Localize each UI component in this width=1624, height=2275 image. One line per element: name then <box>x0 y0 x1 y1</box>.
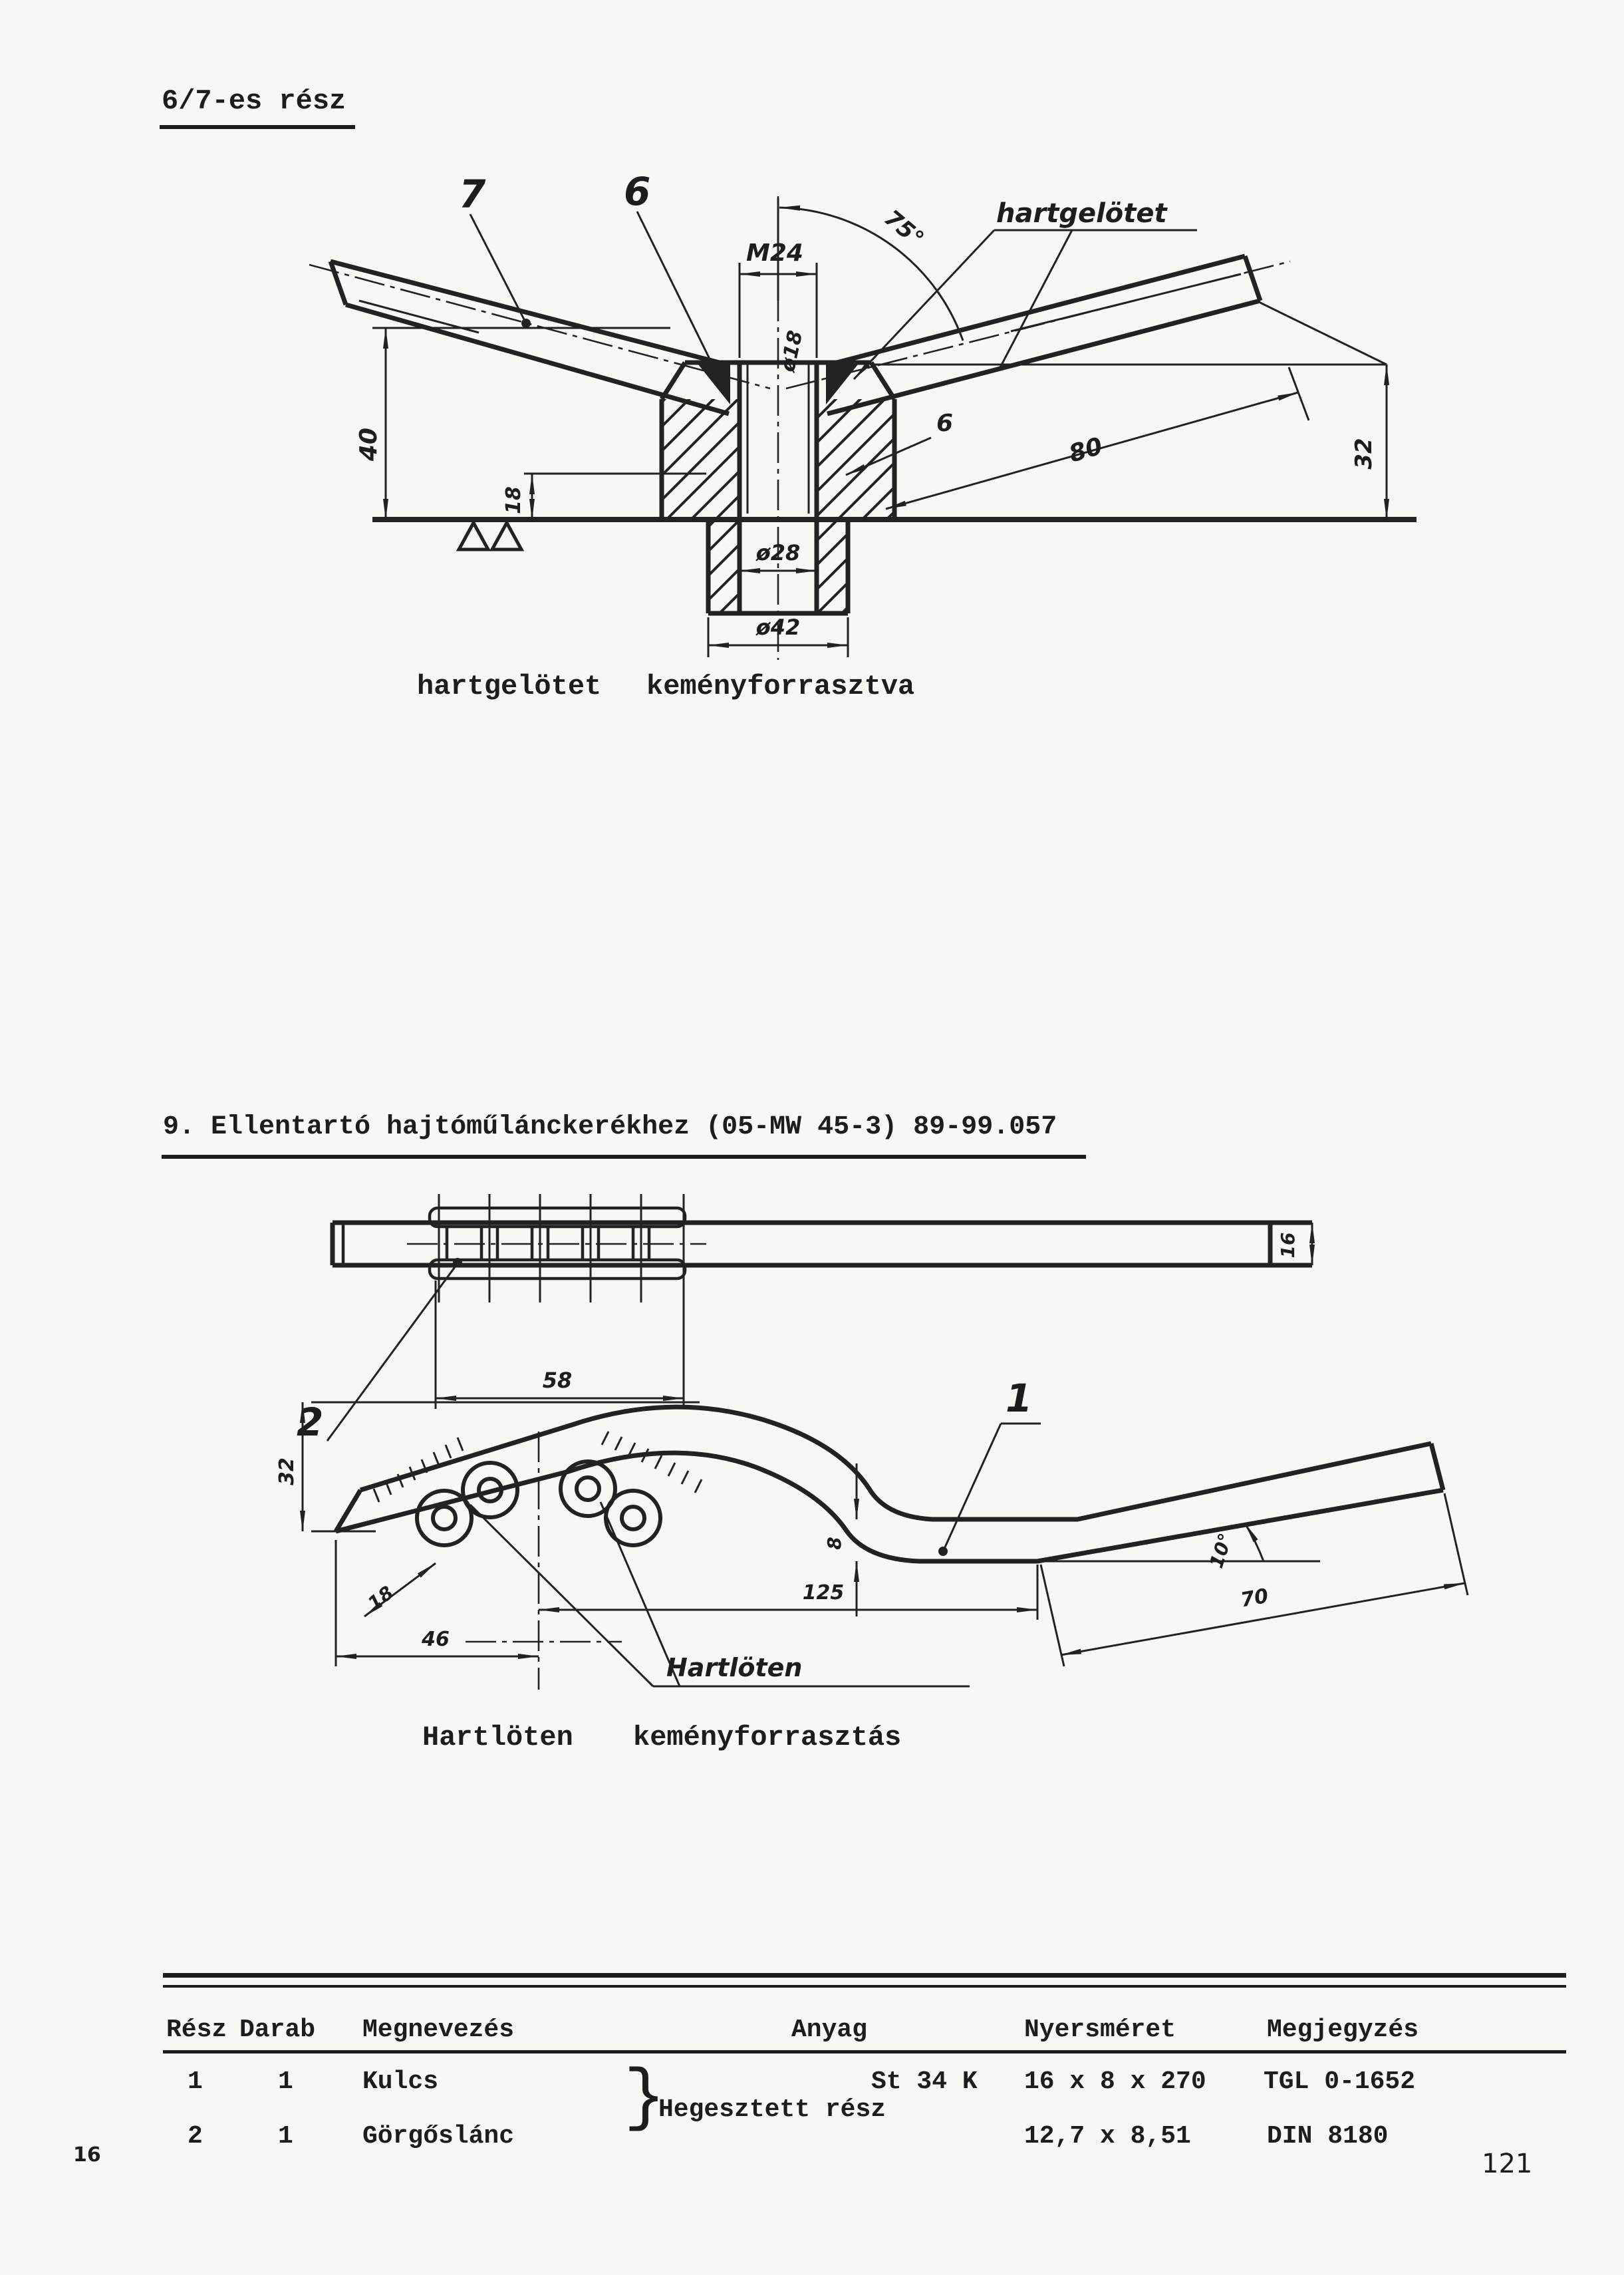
drawing2-top-view <box>297 1194 1312 1445</box>
drawing1-caption-hungarian: keményforrasztva <box>646 671 915 702</box>
dim-flange-42: ø42 <box>755 615 801 640</box>
part-label-6: 6 <box>624 169 651 214</box>
table-top-rule <box>163 1973 1566 1978</box>
dim-arm-70: 70 <box>1238 1584 1270 1612</box>
cell-darab: 1 <box>278 2122 293 2151</box>
sheet-note: 16 <box>73 2143 101 2167</box>
cell-resz: 2 <box>188 2122 203 2151</box>
drawing2-caption-german: Hartlöten <box>422 1722 573 1753</box>
group-brace: } <box>624 2059 666 2138</box>
dim-seat-18: 18 <box>502 486 525 514</box>
weld-callout-label: hartgelötet <box>996 198 1167 229</box>
section1-title: 6/7-es rész <box>162 85 346 117</box>
dim-height-40: 40 <box>355 427 382 462</box>
dim-thread-m24: M24 <box>746 239 803 267</box>
col-header-darab: Darab <box>239 2016 316 2044</box>
dim-chain-58: 58 <box>542 1368 573 1393</box>
table-header-rule <box>163 2050 1566 2053</box>
dim-rise-32: 32 <box>1351 438 1377 470</box>
table-top-rule-2 <box>163 1985 1566 1988</box>
dim-height2-32: 32 <box>275 1457 299 1485</box>
dim-thickness-8: 8 <box>823 1537 845 1550</box>
col-header-nyersmeret: Nyersméret <box>1024 2016 1176 2044</box>
braze-callout-label: Hartlöten <box>666 1653 803 1682</box>
dim-left-46: 46 <box>422 1628 450 1651</box>
drawing2-side-view <box>275 1376 1468 1690</box>
cell-megnevezes: Görgőslánc <box>362 2122 515 2151</box>
part-label-1: 1 <box>1006 1376 1033 1421</box>
col-header-megnevezes: Megnevezés <box>362 2016 515 2044</box>
col-header-megjegyzes: Megjegyzés <box>1267 2016 1419 2044</box>
dim-length-80: 80 <box>1066 432 1106 468</box>
col-header-anyag: Anyag <box>791 2016 868 2044</box>
col-header-resz: Rész <box>166 2016 227 2044</box>
drawing1-caption-german: hartgelötet <box>417 671 602 702</box>
cell-darab: 1 <box>278 2067 293 2096</box>
surface-symbol-icon <box>492 523 521 549</box>
cell-anyag: St 34 K <box>871 2067 978 2096</box>
dim-tip-18: 18 <box>363 1581 398 1615</box>
part-label-7: 7 <box>459 172 486 217</box>
drawing2-caption-hungarian: keményforrasztás <box>633 1722 902 1753</box>
section2-title: 9. Ellentartó hajtóműlánckerékhez (05-MW 45-3) 89-99.057 <box>163 1112 1057 1142</box>
weld-size-label: 6 <box>936 410 954 437</box>
dim-span-125: 125 <box>802 1581 845 1604</box>
cell-nyersmeret: 16 x 8 x 270 <box>1024 2067 1206 2096</box>
weld-fillet-right <box>826 365 858 404</box>
dim-angle-10: 10° <box>1205 1530 1237 1571</box>
cell-megjegyzes: DIN 8180 <box>1267 2122 1389 2151</box>
dim-angle-75: 75° <box>879 204 929 253</box>
braze-tick-marks <box>374 1432 702 1502</box>
dim-bore-28: ø28 <box>755 540 801 565</box>
cell-resz: 1 <box>188 2067 203 2096</box>
page-number: 121 <box>1482 2149 1533 2179</box>
group-note: Hegesztett rész <box>658 2095 886 2124</box>
part-label-2: 2 <box>297 1400 324 1445</box>
cell-megnevezes: Kulcs <box>362 2067 439 2096</box>
drawing1-linework <box>309 196 1417 660</box>
cell-megjegyzes: TGL 0-1652 <box>1264 2067 1416 2096</box>
surface-symbol-icon <box>459 523 488 549</box>
dim-tube-dia: ø18 <box>776 328 808 375</box>
dim-bar-16: 16 <box>1277 1232 1299 1259</box>
cell-nyersmeret: 12,7 x 8,51 <box>1024 2122 1191 2151</box>
